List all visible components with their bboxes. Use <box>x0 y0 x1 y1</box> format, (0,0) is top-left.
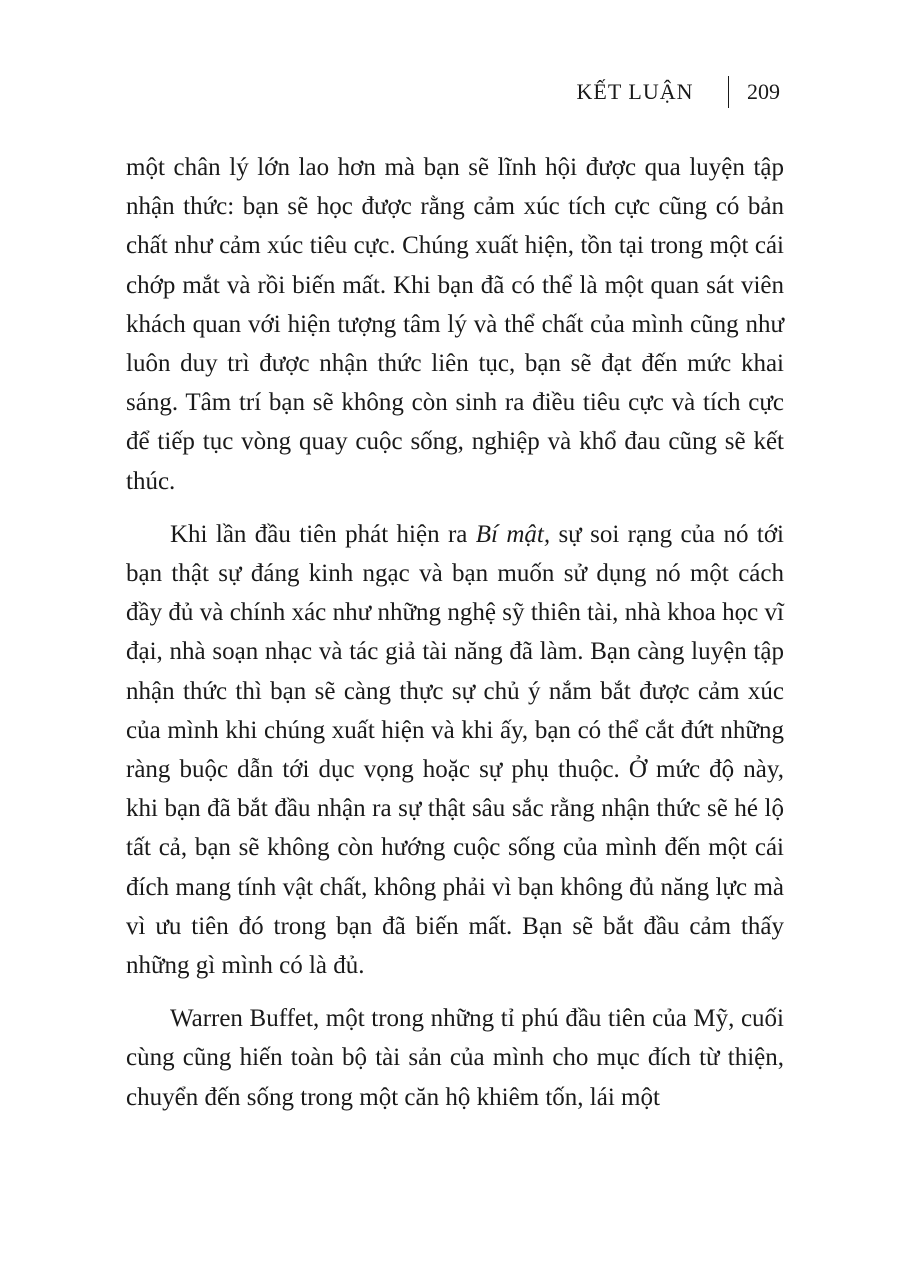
header-divider <box>728 76 730 108</box>
paragraph-2 <box>126 515 784 985</box>
page-number: 209 <box>747 79 780 104</box>
chapter-title: KẾT LUẬN <box>576 79 694 104</box>
paragraph-2-before: Khi lần đầu tiên phát hiện ra <box>170 520 476 548</box>
paragraph-1: một chân lý lớn lao hơn mà bạn sẽ lĩnh hội được qua luyện tập nhận thức: bạn sẽ học được rằng cảm xúc tích cực cũng có bản chất như cảm xúc tiêu cực. Chúng xuất hiện, tồn tại trong một cái chớp mắt và rồi biến mất. Khi bạn đã có thể là một quan sát viên khách quan với hiện tượng tâm lý và thể chất của mình cũng như luôn duy trì được nhận thức liên tục, bạn sẽ đạt đến mức khai sáng. Tâm trí bạn sẽ không còn sinh ra điều tiêu cực và tích cực để tiếp tục vòng quay cuộc sống, nghiệp và khổ đau cũng sẽ kết thúc. <box>126 154 784 495</box>
running-header <box>577 76 780 108</box>
body-text <box>126 148 784 1131</box>
book-title-italic: Bí mật, <box>475 520 551 548</box>
paragraph-3: Warren Buffet, một trong những tỉ phú đầu tiên của Mỹ, cuối cùng cũng hiến toàn bộ tài sản của mình cho mục đích từ thiện, chuyển đến sống trong một căn hộ khiêm tốn, lái một <box>126 1005 784 1111</box>
paragraph-2-after: sự soi rạng của nó tới bạn thật sự đáng kinh ngạc và bạn muốn sử dụng nó một cách đầy đủ và chính xác như những nghệ sỹ thiên tài, nhà khoa học vĩ đại, nhà soạn nhạc và tác giả tài năng đã làm. Bạn càng luyện tập nhận thức thì bạn sẽ càng thực sự chủ ý nắm bắt được cảm xúc của mình khi chúng xuất hiện và khi ấy, bạn có thể cắt đứt những ràng buộc dẫn tới dục vọng hoặc sự phụ thuộc. Ở mức độ này, khi bạn đã bắt đầu nhận ra sự thật sâu sắc rằng nhận thức sẽ hé lộ tất cả, bạn sẽ không còn hướng cuộc sống của mình đến một cái đích mang tính vật chất, không phải vì bạn không đủ năng lực mà vì ưu tiên đó trong bạn đã biến mất. Bạn sẽ bắt đầu cảm thấy những gì mình có là đủ. <box>126 520 784 980</box>
